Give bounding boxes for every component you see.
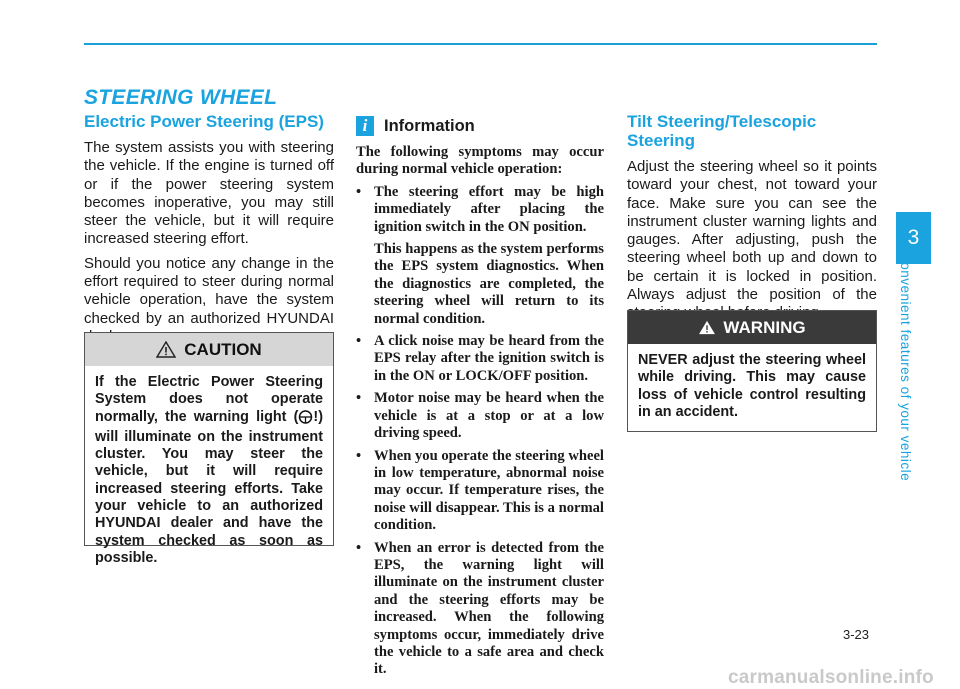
warning-title: WARNING	[723, 317, 806, 337]
list-item: • Motor noise may be heard when the vehicle is at a stop or at a low driving speed.	[356, 390, 604, 442]
caution-text-part2: !) will illuminate on the instrument cluster. You may steer the vehicle, but it will require increased steering efforts. Take your vehicle to an authorized HYUNDAI dealer and have the system checked as soon as possible.	[95, 408, 323, 566]
warning-text: NEVER adjust the steering wheel while driving. This may cause loss of vehicle control resulting in an accident.	[638, 352, 866, 420]
list-item: • When you operate the steering wheel in low temperature, abnormal noise may occur. If temperature rises, the noise will disappear. This is a normal condition.	[356, 448, 604, 535]
eps-paragraph-2: Should you notice any change in the effort required to steer during normal vehicle operation, have the system checked by an authorized HYUNDAI	[84, 254, 334, 327]
column-information	[356, 115, 604, 681]
eps-paragraph-1: The system assists you with steering the vehicle. If the engine is turned off or if the power steering system becomes inoperative, you may still steer the vehicle, but it will require increased steering effort.	[84, 139, 334, 248]
warning-header	[628, 311, 876, 344]
tilt-paragraph: Adjust the steering wheel so it points toward your chest, not toward your face. Make sure you can see the instrument cluster warning lights and gauges. After adjusting, push the steering wheel both up and down to be certain it is locked in position. Always adjust the position of the	[627, 158, 877, 304]
bullet-extra-text: This happens as the system performs the EPS system diagnostics. When the diagnostics are completed, the steering wheel will return to its normal condition.	[374, 241, 604, 327]
tilt-heading	[627, 112, 877, 150]
information-header	[356, 115, 604, 137]
header-rule	[84, 43, 877, 45]
caution-title: CAUTION	[184, 339, 262, 359]
section-title: STEERING WHEEL	[84, 86, 278, 109]
steering-warning-icon	[298, 410, 313, 429]
list-item: • When an error is detected from the EPS, the warning light will illuminate on the instrument cluster and the steering efforts may be increased. When the following symptoms occur, immediately drive the vehicle to a safe area and check it.	[356, 540, 604, 679]
warning-triangle-icon	[698, 320, 716, 335]
caution-header	[85, 333, 333, 366]
chapter-label: Convenient features of your vehicle	[898, 252, 913, 482]
information-bullet-list	[356, 184, 604, 679]
eps-heading: Electric Power Steering (EPS)	[84, 112, 324, 131]
tilt-heading-line1: Tilt Steering/Telescopic	[627, 112, 817, 131]
column-tilt-steering	[627, 112, 877, 323]
info-icon: i	[356, 116, 374, 136]
list-item: • A click noise may be heard from the EPS relay after the ignition switch is in the ON or LOCK/OFF position.	[356, 333, 604, 385]
tilt-heading-line2: Steering	[627, 131, 696, 150]
chapter-tab: 3	[896, 212, 931, 264]
page-number: 3-23	[843, 627, 870, 642]
caution-text	[85, 366, 333, 567]
caution-box	[84, 332, 334, 566]
information-intro: The following symptoms may occur during normal vehicle operation:	[356, 144, 604, 178]
caution-triangle-icon	[156, 341, 176, 358]
warning-box	[627, 310, 877, 432]
bullet-text: The steering effort may be high immediately after placing the ignition switch in the ON position.	[374, 183, 604, 235]
column-eps	[84, 112, 334, 346]
list-item	[356, 184, 604, 328]
watermark: carmanualsonline.info	[728, 667, 934, 688]
information-title: Information	[384, 116, 475, 135]
caution-text-part1: If the Electric Power Steering System does not operate normally, the warning light (	[95, 374, 323, 425]
